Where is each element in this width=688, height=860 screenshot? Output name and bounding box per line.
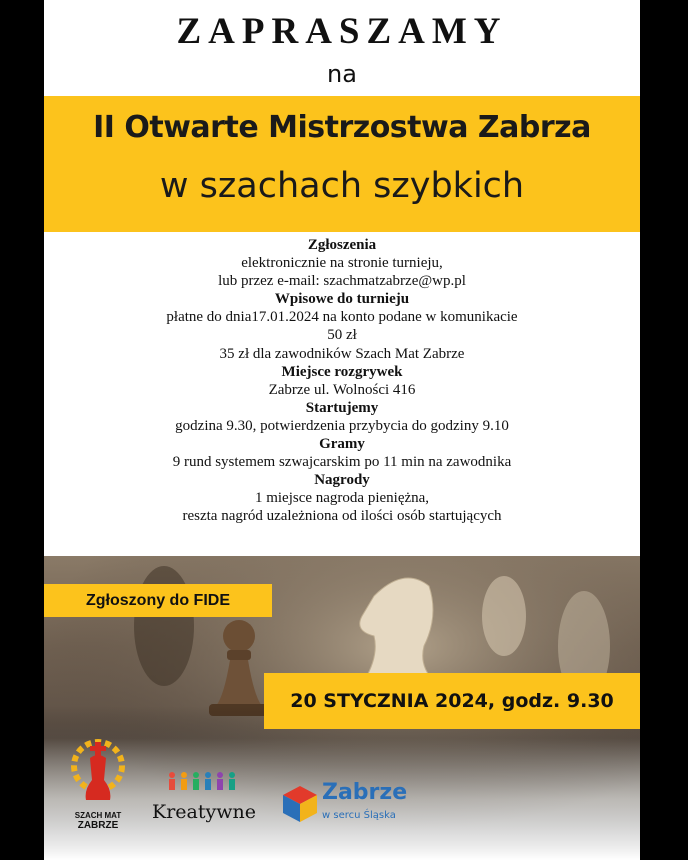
info-section bbox=[44, 236, 640, 526]
szach-mat-line2: ZABRZE bbox=[77, 820, 119, 831]
info-line: 1 miejsce nagroda pieniężna, bbox=[254, 490, 430, 507]
tournament-subtitle: w szachach szybkich bbox=[159, 166, 525, 206]
info-line: Zabrze ul. Wolności 416 bbox=[268, 381, 416, 398]
zabrze-wordmark: Zabrze bbox=[322, 780, 408, 805]
info-heading-start: Startujemy bbox=[305, 399, 379, 416]
info-line: 35 zł dla zawodników Szach Mat Zabrze bbox=[219, 345, 465, 362]
info-line: 50 zł bbox=[327, 327, 357, 344]
fide-badge: Zgłoszony do FIDE bbox=[44, 584, 272, 617]
zabrze-cube-icon bbox=[280, 784, 320, 824]
figures-icon bbox=[150, 770, 258, 792]
date-badge: 20 STYCZNIA 2024, godz. 9.30 bbox=[264, 673, 640, 729]
info-line: lub przez e-mail: szachmatzabrze@wp.pl bbox=[218, 273, 466, 290]
kreatywne-logo bbox=[150, 770, 258, 828]
info-heading-fee: Wpisowe do turnieju bbox=[274, 291, 410, 308]
tournament-title: II Otwarte Mistrzostwa Zabrza bbox=[93, 110, 591, 145]
szach-mat-zabrze-logo bbox=[68, 738, 128, 830]
info-heading-format: Gramy bbox=[319, 436, 365, 453]
info-line: płatne do dnia17.01.2024 na konto podane w komunikacie bbox=[166, 309, 518, 326]
zabrze-city-logo bbox=[280, 780, 410, 830]
zabrze-tagline: w sercu Śląska bbox=[322, 810, 396, 821]
invite-heading: ZAPRASZAMY bbox=[176, 11, 508, 52]
info-heading-registration: Zgłoszenia bbox=[307, 237, 377, 253]
info-line: godzina 9.30, potwierdzenia przybycia do godziny 9.10 bbox=[175, 417, 509, 434]
info-heading-prizes: Nagrody bbox=[314, 472, 370, 489]
tournament-poster bbox=[44, 0, 640, 860]
invite-na: na bbox=[327, 60, 357, 88]
info-line: elektronicznie na stronie turnieju, bbox=[241, 255, 443, 272]
info-heading-venue: Miejsce rozgrywek bbox=[281, 363, 403, 380]
title-banner bbox=[44, 96, 640, 232]
info-line: reszta nagród uzależniona od ilości osób startujących bbox=[182, 508, 502, 525]
kreatywne-wordmark: Kreatywne bbox=[152, 801, 256, 823]
info-line: 9 rund systemem szwajcarskim po 11 min na zawodnika bbox=[172, 454, 512, 471]
szach-mat-line1: SZACH MAT bbox=[74, 811, 122, 820]
chess-king-logo-icon bbox=[68, 738, 128, 806]
